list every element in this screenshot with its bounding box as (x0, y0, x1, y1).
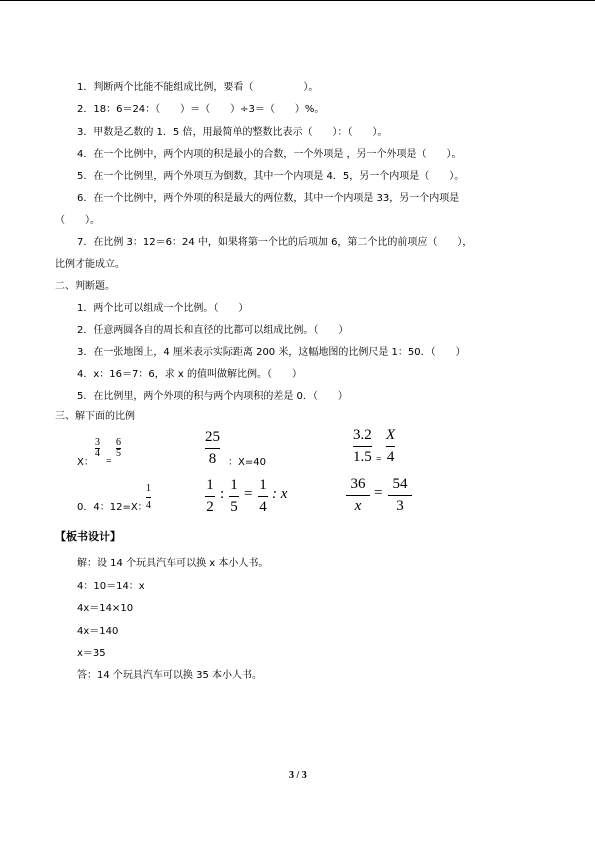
fill-question-6-cont: （ ）。 (55, 215, 100, 226)
fill-question-5: 5．在一个比例里，两个外项互为倒数，其中一个内项是 4．5，另一个内项是（ ）。 (77, 171, 465, 182)
judge-item-1: 1．两个比可以组成一个比例。（ ） (77, 303, 249, 314)
board-heading: 【板书设计】 (55, 530, 121, 543)
problem-3-fraction-b: X 4 (386, 427, 396, 465)
problem-1-fraction-b: 6 5 (116, 437, 121, 459)
solve-heading: 三、解下面的比例 (55, 411, 135, 422)
board-line-3: 4x＝14×10 (77, 603, 134, 614)
judge-item-2: 2．任意两圆各自的周长和直径的比都可以组成比例。（ ） (77, 325, 349, 336)
fill-question-1: 1．判断两个比能不能组成比例，要看（ ）。 (77, 82, 319, 93)
fill-question-4: 4．在一个比例中，两个内项的积是最小的合数，一个外项是 ，另一个外项是（ ）。 (77, 149, 462, 160)
problem-6-fraction-a: 36 x (346, 477, 370, 514)
fill-question-6: 6．在一个比例中，两个外项的积是最大的两位数，其中一个内项是 33，另一个内项是 (77, 193, 460, 204)
problem-3-fraction-a: 3.2 1.5 (353, 427, 372, 465)
problem-1-fraction-a: 3 4 (95, 437, 100, 459)
problem-5-colon: : (220, 486, 225, 502)
problem-5-fraction-b: 1 5 (230, 477, 238, 515)
judge-item-3: 3．在一张地图上，4 厘米表示实际距离 200 米，这幅地图的比例尺是 1：50．（ ） (77, 347, 466, 358)
problem-5-equals: = (244, 486, 253, 502)
board-line-4: 4x＝140 (77, 626, 119, 637)
board-line-1: 解：设 14 个玩具汽车可以换 x 本小人书。 (77, 558, 269, 569)
judge-item-4: 4．x：16＝7：6，求 x 的值叫做解比例。（ ） (77, 369, 303, 380)
problem-5-fraction-a: 1 2 (206, 477, 214, 515)
problem-6-equals: = (374, 485, 383, 501)
fill-question-2: 2．18：6＝24：（ ）＝（ ）÷3＝（ ）%。 (77, 104, 325, 115)
problem-1-equals: = (106, 456, 112, 467)
problem-2-suffix: ：X=40 (228, 457, 266, 468)
problem-5-fraction-c: 1 4 (259, 477, 267, 515)
problem-4-prefix: 0．4：12=X： (77, 502, 148, 513)
problem-5-tail: : x (272, 486, 288, 502)
problem-6-fraction-b: 54 3 (388, 477, 412, 514)
problem-3-equals: = (376, 454, 382, 465)
problem-4-fraction: 1 4 (146, 483, 151, 511)
board-line-5: x＝35 (77, 648, 106, 659)
board-line-2: 4：10＝14：x (77, 581, 145, 592)
fill-question-7-cont: 比例才能成立。 (55, 259, 125, 270)
board-line-6: 答：14 个玩具汽车可以换 35 本小人书。 (77, 670, 262, 681)
judge-heading: 二、判断题。 (55, 281, 115, 292)
page-number: 3 / 3 (289, 770, 307, 781)
top-border (0, 0, 595, 1)
problem-1-prefix: X： (77, 457, 94, 468)
fill-question-3: 3．甲数是乙数的 1．5 倍，用最简单的整数比表示（ ）：（ ）。 (77, 127, 388, 138)
problem-2-fraction: 25 8 (205, 429, 220, 467)
fill-question-7: 7．在比例 3：12＝6：24 中，如果将第一个比的后项加 6，第二个比的前项应（ ）， (77, 237, 473, 248)
judge-item-5: 5．在比例里，两个外项的积与两个内项积的差是 0．（ ） (77, 391, 348, 402)
